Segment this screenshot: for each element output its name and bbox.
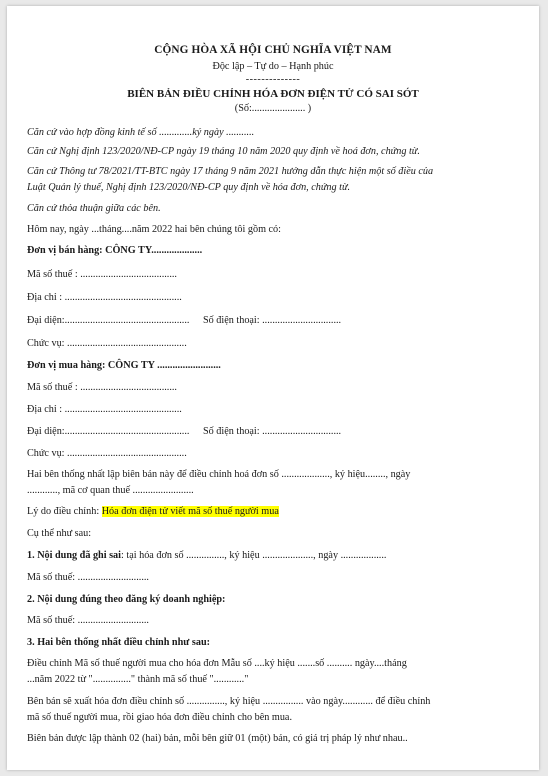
legal-basis-contract: Căn cứ vào hợp đồng kinh tế số .............ký ngày ...........	[27, 127, 255, 138]
section3-line3: Bên bán sẽ xuất hóa đơn điều chỉnh số ..............., ký hiệu ................ vào ngày............ để điều chỉnh	[27, 696, 431, 707]
intro-text: Hôm nay, ngày ...tháng....năm 2022 hai bên chúng tôi gồm có:	[27, 224, 281, 235]
legal-basis-agreement: Căn cứ thỏa thuận giữa các bên.	[27, 203, 161, 214]
section3-line1: Điều chỉnh Mã số thuế người mua cho hóa đơn Mẫu số ....ký hiệu .......số .......... ngày....tháng	[27, 658, 407, 669]
seller-heading: Đơn vị bán hàng: CÔNG TY....................	[27, 245, 203, 256]
legal-basis-circular-line1: Căn cứ Thông tư 78/2021/TT-BTC ngày 17 tháng 9 năm 2021 hướng dẫn thực hiện một số điều của	[27, 166, 434, 177]
buyer-heading: Đơn vị mua hàng: CÔNG TY .........................	[27, 360, 221, 371]
section3-line4: mã số thuế người mua, rồi giao hóa đơn điều chỉnh cho bên mua.	[27, 712, 292, 723]
reason-highlight: Hóa đơn điện tử viết mã số thuế người mua	[101, 506, 279, 517]
national-title: CỘNG HÒA XÃ HỘI CHỦ NGHĨA VIỆT NAM	[154, 44, 392, 56]
seller-tax-code: Mã số thuế : ......................................	[27, 269, 177, 280]
seller-representative: Đại diện:.................................................	[27, 315, 190, 326]
buyer-representative: Đại diện:.................................................	[27, 426, 190, 437]
section2-tax-code: Mã số thuế: ............................	[27, 615, 149, 626]
reason-label: Lý do điều chỉnh:	[27, 506, 102, 517]
seller-position: Chức vụ: ...............................................	[27, 338, 187, 349]
closing-statement: Biên bản được lập thành 02 (hai) bản, mỗi bên giữ 01 (một) bản, có giá trị pháp lý như nhau..	[27, 733, 408, 744]
buyer-phone: Số điện thoại: ...............................	[203, 426, 342, 437]
adjustment-reason	[27, 506, 279, 517]
section3-line2: ...năm 2022 từ "..............." thành mã số thuế "............"	[27, 674, 249, 685]
agreement-line2: ............, mã cơ quan thuế ........................	[27, 485, 194, 496]
document-page	[7, 6, 539, 770]
motto: Độc lập – Tự do – Hạnh phúc	[212, 61, 334, 72]
section1-heading: 1. Nội dung đã ghi sai	[27, 550, 121, 561]
agreement-line1: Hai bên thống nhất lập biên bản này để điều chỉnh hoá đơn số ..................., ký hiệu........, ngày	[27, 469, 411, 480]
section1-line	[27, 550, 386, 561]
seller-phone: Số điện thoại: ...............................	[203, 315, 342, 326]
document-title: BIÊN BẢN ĐIỀU CHỈNH HÓA ĐƠN ĐIỆN TỬ CÓ SAI SÓT	[127, 88, 419, 100]
specifically-text: Cụ thể như sau:	[27, 528, 92, 539]
buyer-address: Địa chỉ : ..............................................	[27, 404, 182, 415]
legal-basis-circular-line2: Luật Quản lý thuế, Nghị định 123/2020/NĐ-CP quy định về hóa đơn, chứng từ.	[27, 182, 351, 193]
section1-detail: : tại hóa đơn số ..............., ký hiệu ...................., ngày ..................	[121, 550, 387, 561]
seller-address: Địa chỉ : ..............................................	[27, 292, 182, 303]
buyer-position: Chức vụ: ...............................................	[27, 448, 187, 459]
document-number: (Số:..................... )	[234, 103, 312, 114]
section2-heading: 2. Nội dung đúng theo đăng ký doanh nghiệp:	[27, 594, 226, 605]
buyer-tax-code: Mã số thuế : ......................................	[27, 382, 177, 393]
legal-basis-decree: Căn cứ Nghị định 123/2020/NĐ-CP ngày 19 tháng 10 năm 2020 quy định về hoá đơn, chứng từ.	[27, 146, 420, 157]
section3-heading: 3. Hai bên thống nhất điều chỉnh như sau:	[27, 637, 211, 648]
section1-tax-code: Mã số thuế: ............................	[27, 572, 149, 583]
title-separator: --------------	[245, 74, 301, 85]
